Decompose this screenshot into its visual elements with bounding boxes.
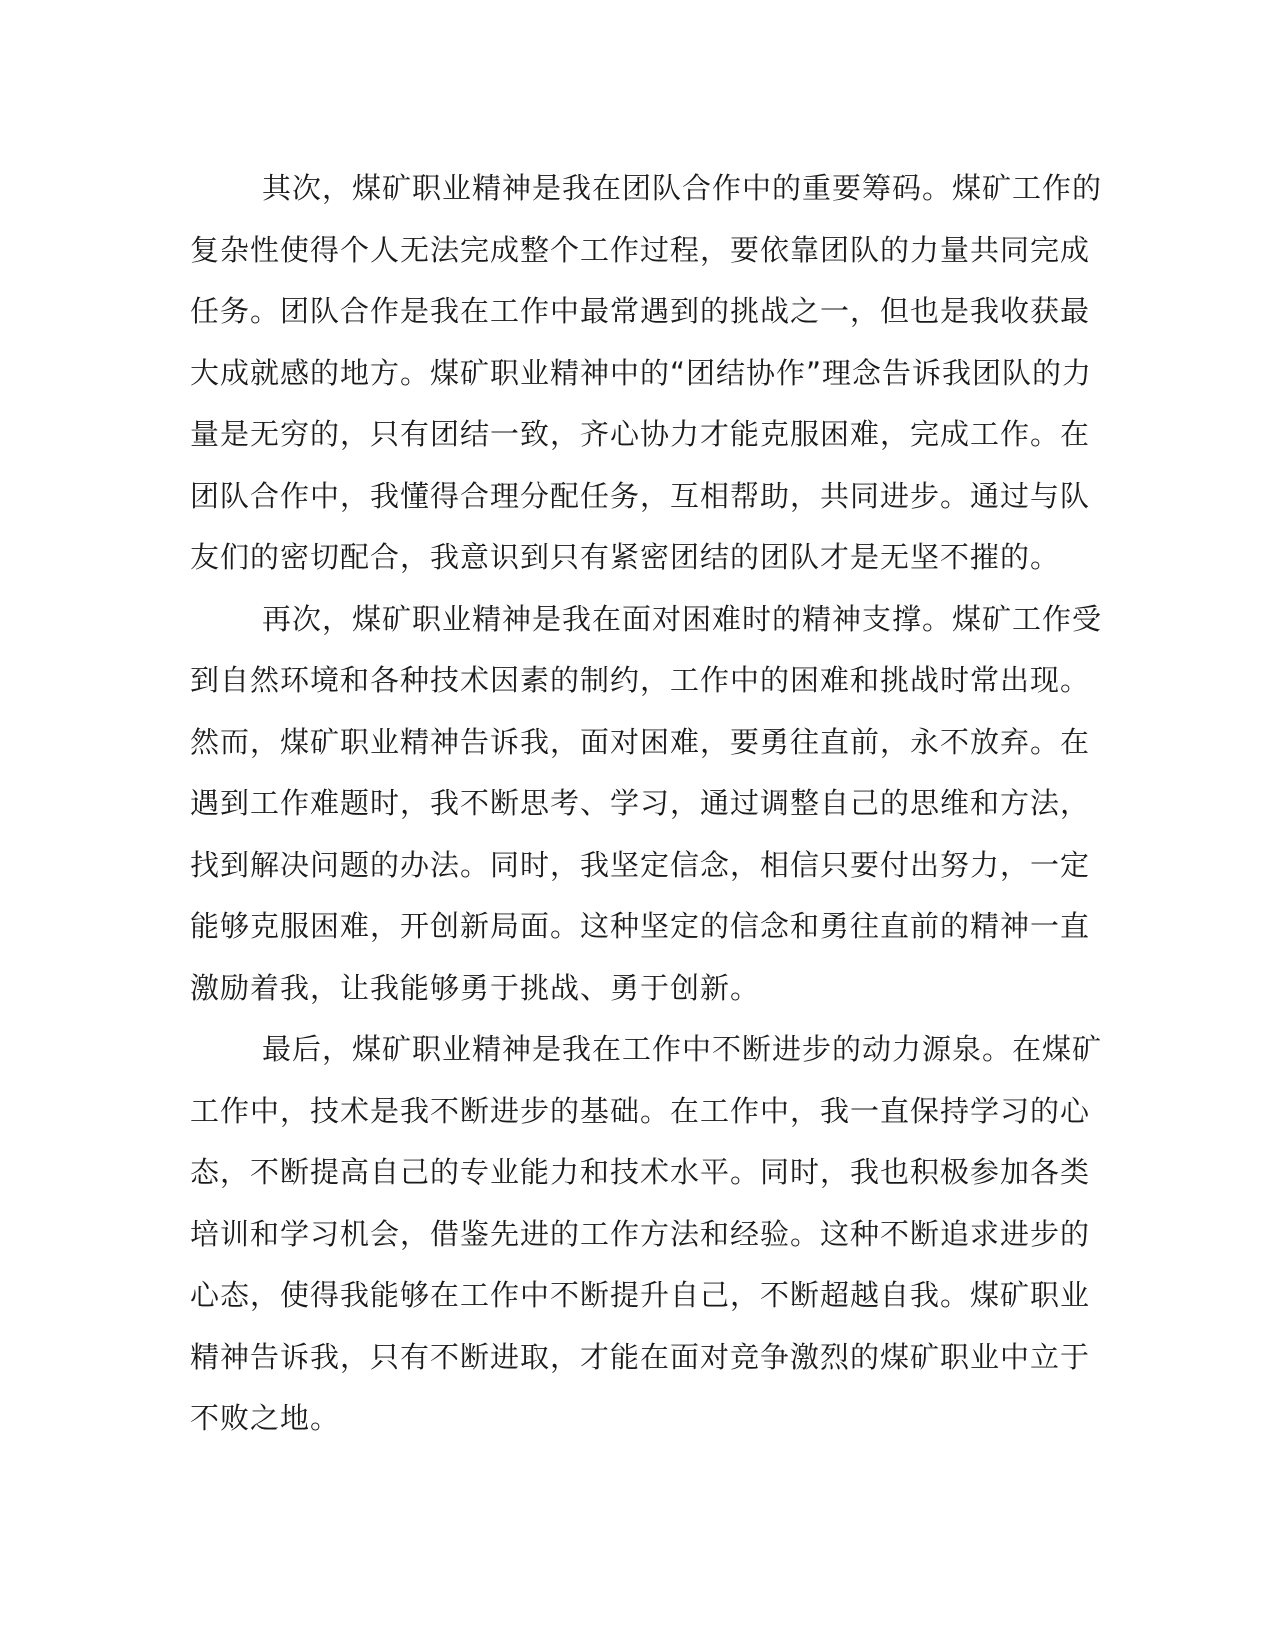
document-body [190, 158, 1103, 1450]
paragraph-line: 然而，煤矿职业精神告诉我，面对困难，要勇往直前，永不放弃。在 [190, 724, 1091, 759]
paragraph-line: 心态，使得我能够在工作中不断提升自己，不断超越自我。煤矿职业 [190, 1278, 1091, 1312]
paragraph-line: 工作中，技术是我不断进步的基础。在工作中，我一直保持学习的心 [190, 1093, 1091, 1128]
paragraph-line: 精神告诉我，只有不断进取，才能在面对竞争激烈的煤矿职业中立于 [190, 1339, 1091, 1374]
paragraph-line: 遇到工作难题时，我不断思考、学习，通过调整自己的思维和方法， [190, 786, 1091, 820]
paragraph-line: 到自然环境和各种技术因素的制约，工作中的困难和挑战时常出现。 [190, 663, 1091, 697]
paragraph-line: 激励着我，让我能够勇于挑战、勇于创新。 [190, 970, 761, 1005]
paragraph-line: 复杂性使得个人无法完成整个工作过程，要依靠团队的力量共同完成 [190, 232, 1091, 267]
paragraph-line: 任务。团队合作是我在工作中最常遇到的挑战之一，但也是我收获最 [190, 294, 1091, 328]
paragraph-line: 团队合作中，我懂得合理分配任务，互相帮助，共同进步。通过与队 [190, 478, 1091, 513]
paragraph-line: 培训和学习机会，借鉴先进的工作方法和经验。这种不断追求进步的 [190, 1216, 1091, 1251]
paragraph-line: 最后，煤矿职业精神是我在工作中不断进步的动力源泉。在煤矿 [262, 1032, 1103, 1066]
paragraph-line: 态，不断提高自己的专业能力和技术水平。同时，我也积极参加各类 [190, 1155, 1091, 1189]
paragraph-line: 能够克服困难，开创新局面。这种坚定的信念和勇往直前的精神一直 [190, 909, 1091, 943]
paragraph-teamwork [190, 158, 1103, 589]
paragraph-line: 找到解决问题的办法。同时，我坚定信念，相信只要付出努力，一定 [190, 847, 1091, 882]
paragraph-line: 不败之地。 [190, 1401, 341, 1435]
paragraph-line: 再次，煤矿职业精神是我在面对困难时的精神支撑。煤矿工作受 [262, 601, 1103, 636]
paragraph-line: 友们的密切配合，我意识到只有紧密团结的团队才是无坚不摧的。 [190, 540, 1061, 574]
paragraph-line: 其次，煤矿职业精神是我在团队合作中的重要筹码。煤矿工作的 [262, 171, 1103, 205]
paragraph-line: 大成就感的地方。煤矿职业精神中的“团结协作”理念告诉我团队的力 [190, 355, 1093, 390]
paragraph-progress [190, 1019, 1103, 1450]
paragraph-difficulty [190, 589, 1103, 1020]
paragraph-line: 量是无穷的，只有团结一致，齐心协力才能克服困难，完成工作。在 [190, 417, 1091, 451]
